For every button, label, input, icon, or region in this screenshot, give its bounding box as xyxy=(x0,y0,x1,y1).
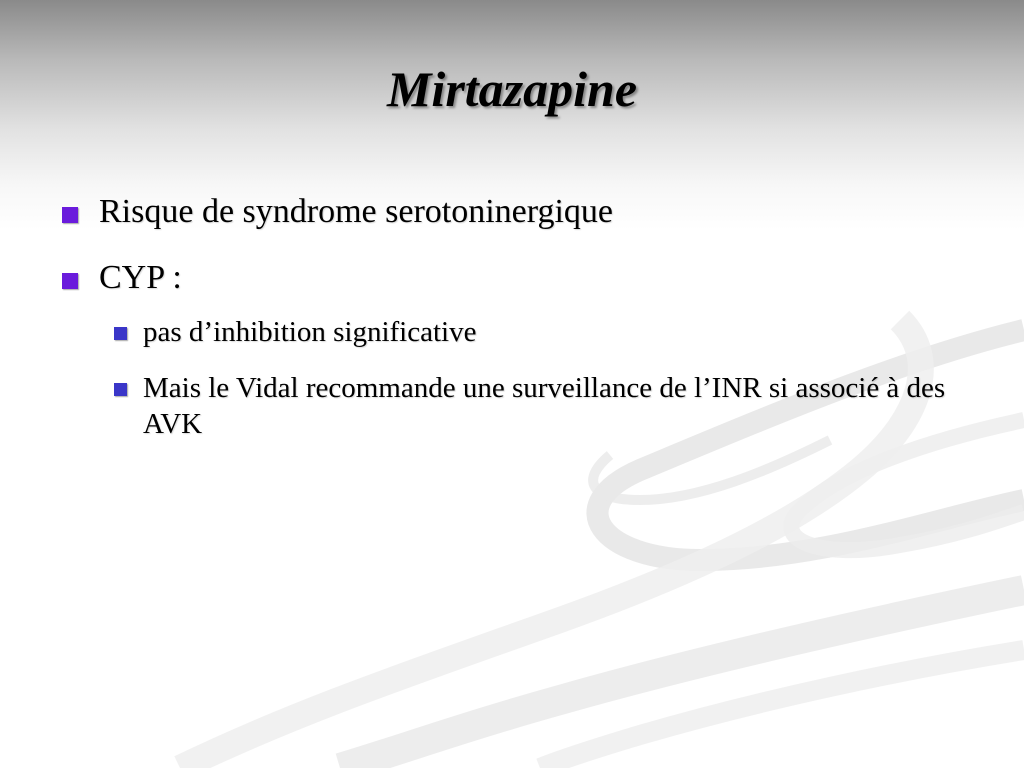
bullet-text: Risque de syndrome serotoninergique xyxy=(99,193,614,230)
sub-bullet-text: Mais le Vidal recommande une surveillance de l’INR si associé à des AVK xyxy=(143,372,946,440)
square-bullet-icon xyxy=(114,383,127,396)
bullet-item xyxy=(62,190,982,234)
bullet-text: CYP : xyxy=(99,259,182,296)
sub-bullet-text: pas d’inhibition significative xyxy=(143,316,477,348)
square-bullet-icon xyxy=(62,207,78,223)
sub-bullet-item xyxy=(114,314,982,350)
sub-bullet-item xyxy=(114,370,982,442)
square-bullet-icon xyxy=(62,273,78,289)
square-bullet-icon xyxy=(114,327,127,340)
bullet-item xyxy=(62,256,982,300)
slide-content xyxy=(62,190,982,462)
slide-title: Mirtazapine xyxy=(386,61,638,117)
